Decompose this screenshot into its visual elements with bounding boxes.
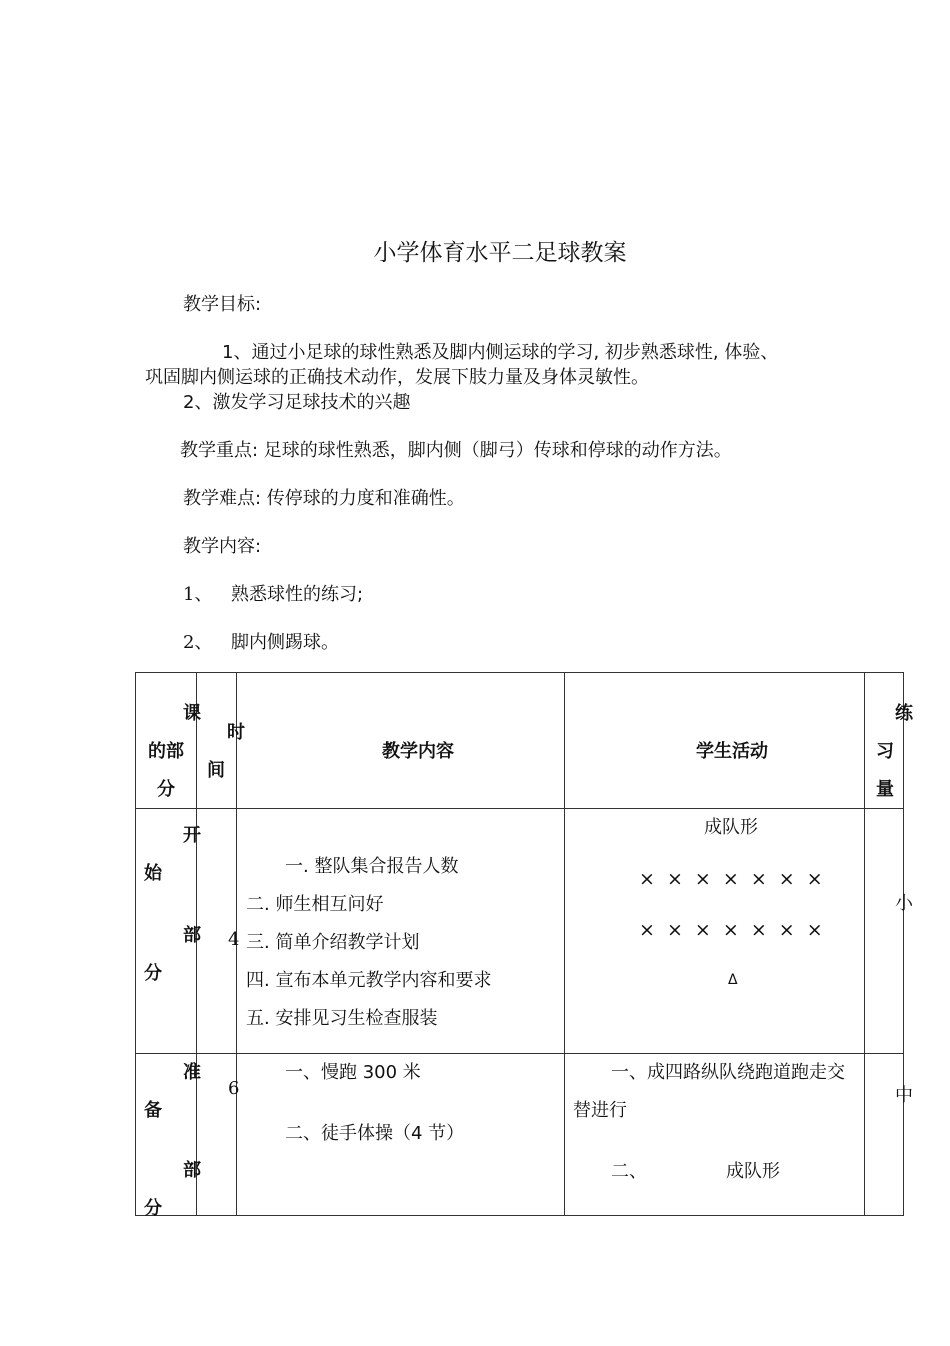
difficulty: 教学难点: 传停球的力度和准确性。 bbox=[183, 488, 465, 509]
table-row bbox=[136, 809, 904, 1054]
content-item-2: 脚内侧踢球。 bbox=[231, 632, 339, 653]
header-part: 课 的部 分 bbox=[136, 673, 197, 809]
time-start: 4 bbox=[197, 809, 237, 1054]
content-item-1-number: 1、 bbox=[183, 584, 213, 605]
header-content: 教学内容 bbox=[237, 673, 565, 809]
content-item-1: 熟悉球性的练习; bbox=[231, 584, 364, 605]
activity-prep: 一、成四路纵队绕跑道跑走交 替进行 二、 成队形 bbox=[565, 1054, 865, 1216]
header-activity: 学生活动 bbox=[565, 673, 865, 809]
objective-1-line-1: 1、通过小足球的球性熟悉及脚内侧运球的学习, 初步熟悉球性, 体验、 bbox=[222, 342, 779, 363]
time-prep: 6 bbox=[197, 1054, 237, 1216]
teacher-triangle-icon: Δ bbox=[728, 972, 738, 988]
header-load: 练 习 量 bbox=[865, 673, 904, 809]
content-label: 教学内容: bbox=[183, 536, 262, 557]
activity-start bbox=[565, 809, 865, 1054]
formation-title: 成队形 bbox=[704, 817, 758, 838]
key-point: 教学重点: 足球的球性熟悉，脚内侧（脚弓）传球和停球的动作方法。 bbox=[180, 440, 732, 461]
objectives-label: 教学目标: bbox=[183, 294, 262, 315]
content-item-2-number: 2、 bbox=[183, 632, 213, 653]
load-prep: 中 bbox=[865, 1054, 904, 1216]
lesson-plan-table bbox=[135, 672, 913, 1219]
part-start: 开 始 部 分 bbox=[136, 809, 197, 1054]
table-row bbox=[136, 1054, 904, 1216]
content-start: 一. 整队集合报告人数 二. 师生相互问好 三. 简单介绍教学计划 四. 宣布本单元教学内容和要求 五. 安排见习生检查服装 bbox=[237, 809, 565, 1054]
table-header-row bbox=[136, 673, 904, 809]
header-time: 时 间 bbox=[197, 673, 237, 809]
load-start: 小 bbox=[865, 809, 904, 1054]
formation-row-1: × × × × × × × bbox=[639, 868, 826, 890]
objective-1-line-2: 巩固脚内侧运球的正确技术动作，发展下肢力量及身体灵敏性。 bbox=[145, 367, 649, 388]
objective-2: 2、激发学习足球技术的兴趣 bbox=[183, 392, 411, 413]
content-prep: 一、慢跑 300 米 二、徒手体操（4 节） bbox=[237, 1054, 565, 1216]
page-title: 小学体育水平二足球教案 bbox=[373, 240, 627, 266]
part-prep: 准 备 部 分 bbox=[136, 1054, 197, 1216]
formation-row-2: × × × × × × × bbox=[639, 919, 826, 941]
